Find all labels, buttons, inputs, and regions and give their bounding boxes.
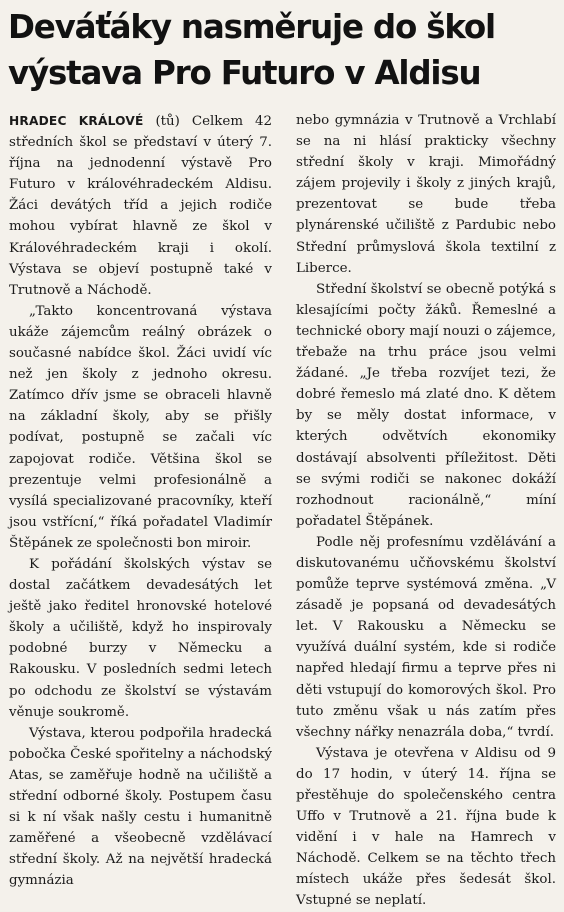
article-paragraph: Podle něj profesnímu vzdělávání a diskutovanému učňovskému školství pomůže teprve systémová změna. „V zásadě je popsaná od devadesátých let. V Rakousku a Německu se využívá duální systém, kde si rodiče napřed hledají firmu a teprve přes ni děti vstupují do komorových škol. Pro tuto změnu však u nás zatím přes všechny nářky nenazrála doba,“ tvrdí. [296, 534, 556, 740]
headline-line-2: výstava Pro Futuro v Aldisu [8, 54, 481, 92]
article-paragraph: nebo gymnázia v Trutnově a Vrchlabí se na ni hlásí prakticky všechny střední školy v kraji. Mimořádný zájem projevily i školy z jiných krajů, prezentovat se bude třeba plynárenské učiliště z Pardubic nebo Střední průmyslová škola textilní z Liberce. [296, 113, 556, 276]
paragraph-text: (tů) Celkem 42 středních škol se představí v úterý 7. října na jednodenní výstavě Pro Futuro v královéhradeckém Aldisu. Žáci devátých tříd a jejich rodiče mohou vybírat hlavně ze škol v Královéhradeckém kraji i okolí. Výstava se objeví postupně také v Trutnově a Náchodě. [9, 114, 272, 298]
article-column-left [9, 111, 272, 891]
headline-line-1: Deváťáky nasměruje do škol [8, 8, 495, 46]
article-paragraph: Výstava je otevřena v Aldisu od 9 do 17 hodin, v úterý 14. října se přestěhuje do společenského centra Uffo v Trutnově a 21. října bude k vidění i v hale na Hamrech v Náchodě. Celkem se na těchto třech místech ukáže přes šedesát škol. Vstupné se neplatí. [296, 745, 556, 909]
article-paragraph: Střední školství se obecně potýká s klesajícími počty žáků. Řemeslné a technické obory mají nouzi o zájemce, třebaže na trhu práce jsou velmi žádané. „Je třeba rozvíjet tezi, že dobré řemeslo má zlaté dno. K dětem by se měly dostat informace, v kterých odvětvích ekonomiky dostávají absolventi příležitost. Děti se svými rodiči se nakonec dokáží rozhodnout racionálně,“ míní pořadatel Štěpánek. [296, 281, 556, 529]
article-paragraph: „Takto koncentrovaná výstava ukáže zájemcům reálný obrázek o současné nabídce škol. Žáci uvidí víc než jen školy z jednoho okresu. Zatímco dřív jsme se obraceli hlavně na základní školy, aby se přišly podívat, postupně se začali víc zapojovat rodiče. Většina škol se prezentuje velmi profesionálně a vysílá specializované pracovníky, kteří jsou vstřícní,“ říká pořadatel Vladimír Štěpánek ze společnosti bon miroir. [9, 303, 272, 551]
article-paragraph: Výstava, kterou podpořila hradecká pobočka České spořitelny a náchodský Atas, se zaměřuje hodně na učiliště a střední odborné školy. Postupem času si k ní však našly cestu i humanitně zaměřené a všeobecně vzdělávací střední školy. Až na největší hradecká gymnázia [9, 725, 272, 889]
article-column-right [296, 110, 556, 912]
dateline: HRADEC KRÁLOVÉ [9, 114, 144, 128]
article-headline [8, 4, 558, 96]
article-paragraph [9, 111, 272, 301]
article-paragraph: K pořádání školských výstav se dostal začátkem devadesátých let ještě jako ředitel hronovské hotelové školy a učiliště, když ho inspirovaly podobné burzy v Německu a Rakousku. V posledních sedmi letech po odchodu ze školství se výstavám věnuje soukromě. [9, 556, 272, 720]
